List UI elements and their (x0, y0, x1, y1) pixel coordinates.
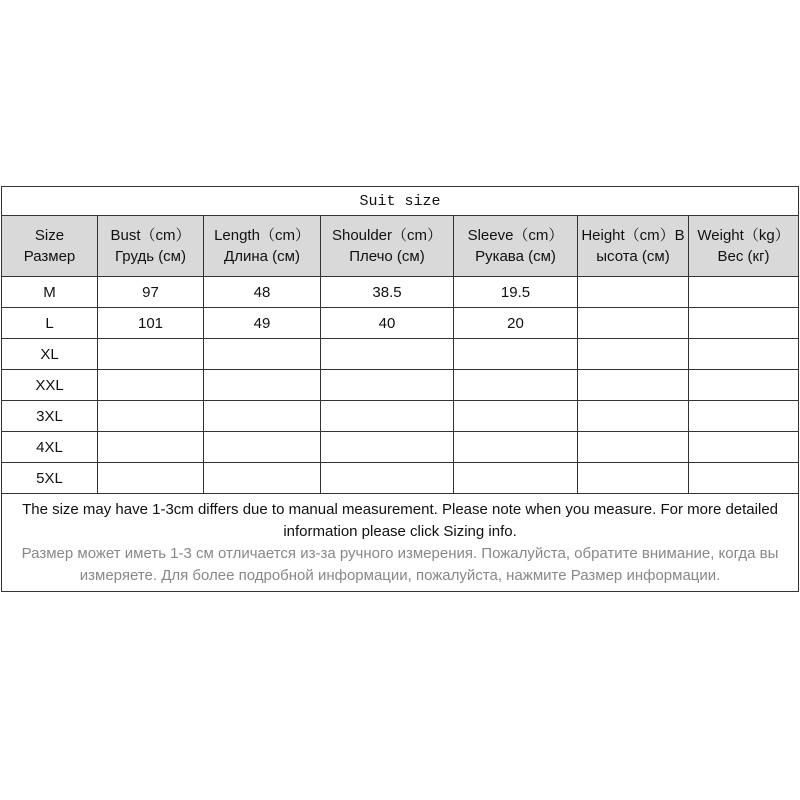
value-cell: 38.5 (321, 277, 454, 308)
value-cell (689, 401, 799, 432)
value-cell (321, 432, 454, 463)
value-cell: 97 (98, 277, 204, 308)
size-cell: XXL (2, 370, 98, 401)
value-cell (454, 432, 578, 463)
value-cell (204, 432, 321, 463)
header-ru: Размер (23, 248, 76, 265)
header-ru: Вес (кг) (717, 248, 770, 265)
value-cell (454, 401, 578, 432)
size-chart-table (1, 186, 799, 592)
size-cell: XL (2, 339, 98, 370)
value-cell: 40 (321, 308, 454, 339)
value-cell (689, 308, 799, 339)
header-en: Size (34, 227, 65, 244)
column-header (578, 216, 689, 277)
header-en: Height（cm）В (581, 227, 685, 244)
table-row (2, 308, 799, 339)
table-title: Suit size (2, 187, 799, 216)
value-cell (689, 277, 799, 308)
value-cell (98, 401, 204, 432)
note-cell (2, 494, 799, 592)
value-cell (204, 463, 321, 494)
value-cell (98, 339, 204, 370)
value-cell (321, 370, 454, 401)
value-cell (689, 339, 799, 370)
value-cell: 101 (98, 308, 204, 339)
column-header (98, 216, 204, 277)
header-ru: Рукава (см) (475, 248, 556, 265)
value-cell (321, 463, 454, 494)
value-cell: 49 (204, 308, 321, 339)
value-cell (454, 370, 578, 401)
table-row (2, 370, 799, 401)
column-header (321, 216, 454, 277)
value-cell (578, 308, 689, 339)
size-cell: 5XL (2, 463, 98, 494)
value-cell (98, 432, 204, 463)
value-cell (454, 463, 578, 494)
table-row (2, 401, 799, 432)
size-cell: 3XL (2, 401, 98, 432)
value-cell (98, 463, 204, 494)
value-cell (204, 339, 321, 370)
value-cell (578, 401, 689, 432)
value-cell (689, 463, 799, 494)
value-cell: 48 (204, 277, 321, 308)
header-en: Shoulder（cm） (331, 227, 443, 244)
header-ru: Грудь (см) (115, 248, 186, 265)
table-row (2, 339, 799, 370)
value-cell (454, 339, 578, 370)
header-en: Weight（kg） (697, 227, 790, 244)
value-cell (321, 401, 454, 432)
value-cell (578, 463, 689, 494)
header-ru: Длина (см) (224, 248, 300, 265)
note-en: The size may have 1-3cm differs due to manual measurement. Please note when you measure. For more detailed information please click Sizing info. (22, 500, 779, 540)
value-cell (578, 370, 689, 401)
header-en: Sleeve（cm） (467, 227, 564, 244)
column-header (454, 216, 578, 277)
value-cell (578, 339, 689, 370)
value-cell (204, 370, 321, 401)
size-cell: 4XL (2, 432, 98, 463)
value-cell (689, 370, 799, 401)
table-row (2, 463, 799, 494)
value-cell (578, 277, 689, 308)
column-header (689, 216, 799, 277)
size-cell: L (2, 308, 98, 339)
size-cell: M (2, 277, 98, 308)
header-en: Bust（cm） (110, 227, 191, 244)
table-row (2, 277, 799, 308)
value-cell (204, 401, 321, 432)
value-cell (689, 432, 799, 463)
column-header (2, 216, 98, 277)
table-row (2, 432, 799, 463)
value-cell: 19.5 (454, 277, 578, 308)
value-cell: 20 (454, 308, 578, 339)
value-cell (578, 432, 689, 463)
note-ru: Размер может иметь 1-3 см отличается из-за ручного измерения. Пожалуйста, обратите внимание, когда вы измеряете. Для более подробной информации, пожалуйста, нажмите Размер информации. (21, 544, 779, 584)
column-header (204, 216, 321, 277)
header-ru: Плечо (см) (349, 248, 425, 265)
value-cell (98, 370, 204, 401)
value-cell (321, 339, 454, 370)
header-ru: ысота (см) (596, 248, 670, 265)
header-en: Length（cm） (214, 227, 310, 244)
